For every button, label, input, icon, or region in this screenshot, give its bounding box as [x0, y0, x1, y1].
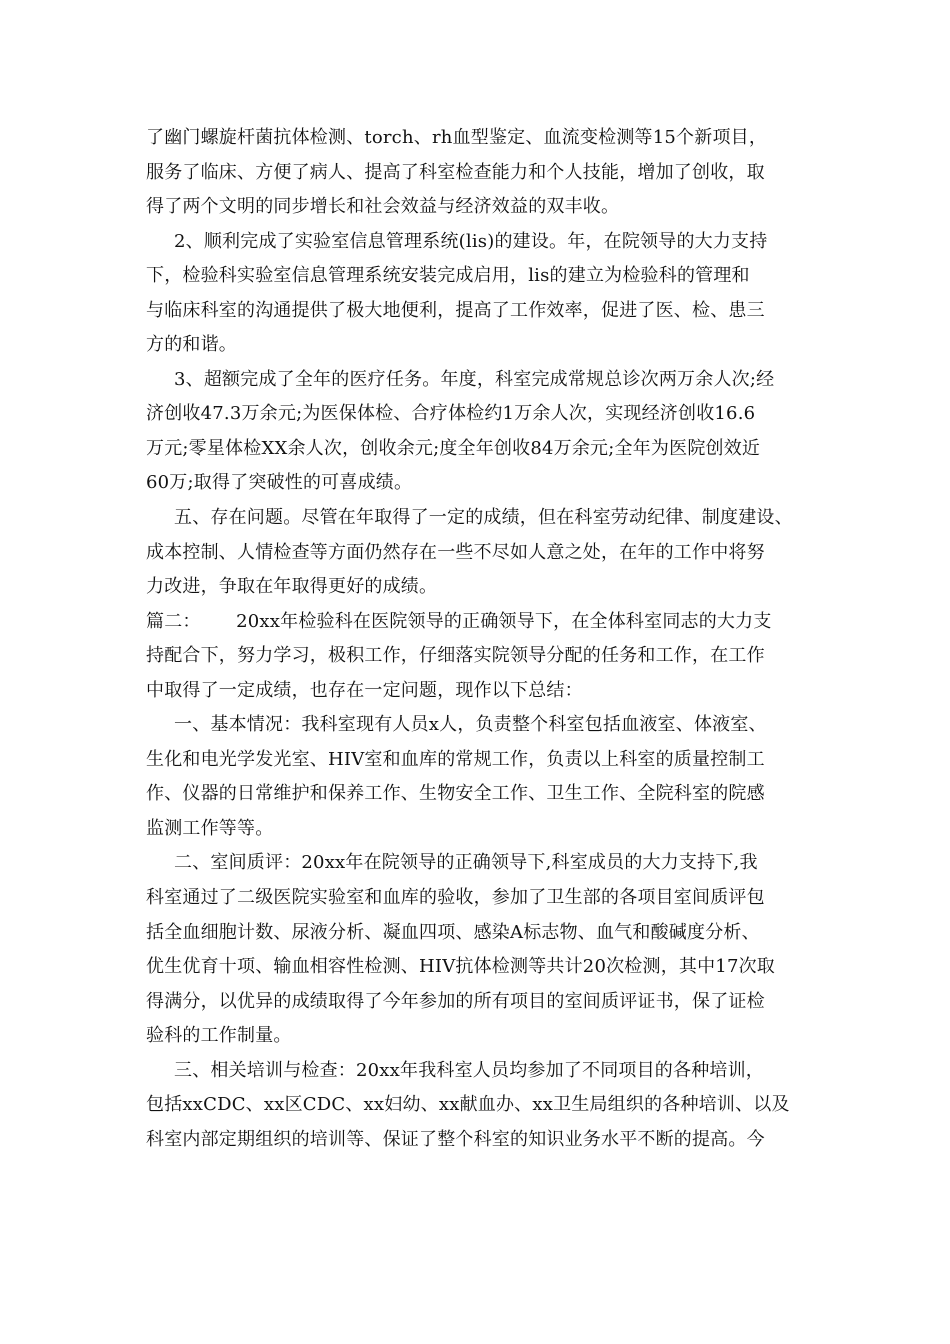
text-line: 3、超额完成了全年的医疗任务。年度，科室完成常规总诊次两万余人次;经 [174, 368, 775, 390]
text-line: 下，检验科实验室信息管理系统安装完成启用，lis的建立为检验科的管理和 [146, 265, 750, 287]
text-line: 服务了临床、方便了病人、提高了科室检查能力和个人技能，增加了创收，取 [146, 161, 765, 183]
text-line: 二、室间质评：20xx年在院领导的正确领导下,科室成员的大力支持下,我 [174, 852, 758, 874]
text-line: 科室通过了二级医院实验室和血库的验收，参加了卫生部的各项目室间质评包 [146, 887, 765, 909]
text-line: 作、仪器的日常维护和保养工作、生物安全工作、卫生工作、全院科室的院感 [146, 783, 765, 805]
text-line: 了幽门螺旋杆菌抗体检测、torch、rh血型鉴定、血流变检测等15个新项目， [146, 127, 768, 148]
text-line: 得满分，以优异的成绩取得了今年参加的所有项目的室间质评证书，保了证检 [146, 990, 765, 1012]
text-line: 科室内部定期组织的培训等、保证了整个科室的知识业务水平不断的提高。今 [146, 1128, 765, 1150]
text-line: 生化和电光学发光室、HIV室和血库的常规工作，负责以上科室的质量控制工 [146, 748, 765, 770]
text-line: 2、顺利完成了实验室信息管理系统(lis)的建设。年，在院领导的大力支持 [174, 230, 768, 252]
text-line: 持配合下，努力学习，极积工作，仔细落实院领导分配的任务和工作，在工作 [146, 645, 765, 667]
text-line: 得了两个文明的同步增长和社会效益与经济效益的双丰收。 [146, 196, 620, 218]
text-line: 中取得了一定成绩，也存在一定问题，现作以下总结： [146, 679, 583, 701]
text-line: 篇二： 20xx年检验科在医院领导的正确领导下，在全体科室同志的大力支 [146, 610, 772, 632]
document-body [146, 121, 826, 1157]
text-line: 包括xxCDC、xx区CDC、xx妇幼、xx献血办、xx卫生局组织的各种培训、以及 [146, 1094, 790, 1116]
text-line: 括全血细胞计数、尿液分析、凝血四项、感染A标志物、血气和酸碱度分析、 [146, 921, 760, 943]
text-line: 成本控制、人情检查等方面仍然存在一些不尽如人意之处，在年的工作中将努 [146, 541, 765, 563]
text-line: 万元;零星体检XX余人次，创收余元;度全年创收84万余元;全年为医院创效近 [146, 437, 761, 459]
text-line: 验科的工作制量。 [146, 1025, 292, 1047]
text-line: 优生优育十项、输血相容性检测、HIV抗体检测等共计20次检测，其中17次取 [146, 956, 776, 978]
text-line: 一、基本情况：我科室现有人员x人，负责整个科室包括血液室、体液室、 [174, 714, 767, 736]
text-line: 与临床科室的沟通提供了极大地便利，提高了工作效率，促进了医、检、患三 [146, 299, 765, 321]
text-line: 三、相关培训与检查：20xx年我科室人员均参加了不同项目的各种培训， [174, 1059, 765, 1081]
text-line: 力改进，争取在年取得更好的成绩。 [146, 576, 438, 598]
text-line: 60万;取得了突破性的可喜成绩。 [146, 472, 413, 494]
text-line: 监测工作等等。 [146, 817, 274, 839]
text-line: 五、存在问题。尽管在年取得了一定的成绩，但在科室劳动纪律、制度建设、 [174, 507, 793, 529]
text-line: 济创收47.3万余元;为医保体检、合疗体检约1万余人次，实现经济创收16.6 [146, 403, 756, 425]
text-line: 方的和谐。 [146, 334, 237, 356]
